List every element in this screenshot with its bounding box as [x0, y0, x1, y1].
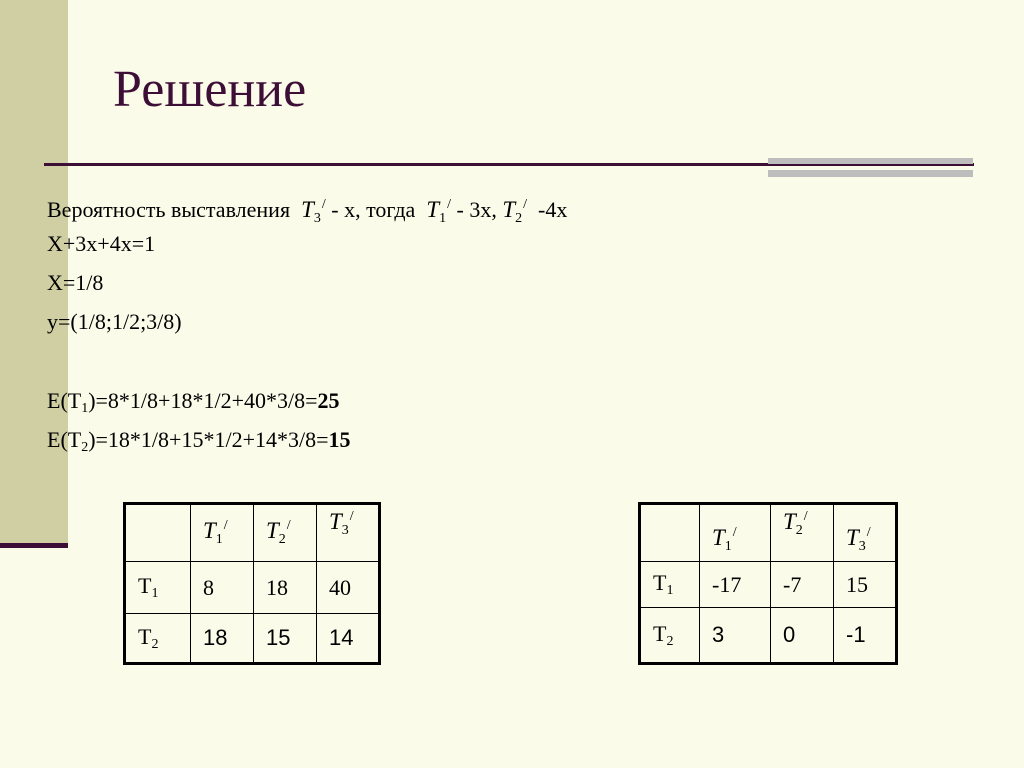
header-t2-prime: $T_2^/$: [771, 504, 834, 562]
corner-cell: [125, 504, 191, 562]
table-cell: 0: [771, 608, 834, 664]
equation-sum: X+3x+4x=1: [47, 231, 156, 256]
header-t2-prime: $T_2^/$: [254, 504, 317, 562]
intro-line: [47, 185, 567, 224]
side-decor-line: [0, 543, 68, 548]
expectation-t1-result: 25: [317, 388, 340, 413]
intro-prefix: Вероятность выставления: [47, 197, 291, 222]
table-cell: 18: [254, 562, 317, 614]
spacer: [47, 341, 567, 381]
table-cell: 18: [191, 614, 254, 664]
table-cell: 14: [317, 614, 380, 664]
payoff-table-right: [638, 502, 898, 665]
var-t3-prime: $T_3^/$: [301, 197, 326, 226]
expectation-t2-result: 15: [328, 427, 351, 452]
corner-cell: [640, 504, 700, 562]
header-t3-prime: $T_3^/$: [834, 504, 897, 562]
equation-y: y=(1/8;1/2;3/8): [47, 309, 182, 334]
title-accent-stripes: [768, 158, 973, 179]
header-t1-prime: $T_1^/$: [700, 504, 771, 562]
row-label-t1: $T_1$: [125, 562, 191, 614]
table-row: [640, 608, 897, 664]
table-cell: -1: [834, 608, 897, 664]
payoff-table-left: [123, 502, 381, 665]
table-cell: 40: [317, 562, 380, 614]
var-t1-prime: $T_1^/$: [426, 197, 451, 226]
table-cell: 8: [191, 562, 254, 614]
table-cell: -17: [700, 562, 771, 608]
table-row: [125, 562, 380, 614]
equation-x: X=1/8: [47, 270, 104, 295]
header-t1-prime: $T_1^/$: [191, 504, 254, 562]
slide-title: Решение: [113, 61, 307, 118]
intro-3x: - 3x,: [456, 197, 497, 222]
expectation-t2: $E(T_2)=18*1/8+15*1/2+14*3/8=15$: [47, 427, 351, 455]
row-label-t2: $T_2$: [125, 614, 191, 664]
row-label-t1: $T_1$: [640, 562, 700, 608]
table-row: [640, 562, 897, 608]
header-t3-prime: $T_3^/$: [317, 504, 380, 562]
var-t2-prime: $T_2^/$: [502, 197, 528, 226]
intro-4x: -4x: [538, 197, 568, 222]
expectation-t1: $E(T_1)=8*1/8+18*1/2+40*3/8=25$: [47, 388, 340, 416]
table-cell: 15: [254, 614, 317, 664]
row-label-t2: $T_2$: [640, 608, 700, 664]
solution-text: [47, 185, 567, 459]
intro-x: - x, тогда: [331, 197, 416, 222]
table-cell: 15: [834, 562, 897, 608]
table-cell: -7: [771, 562, 834, 608]
table-cell: 3: [700, 608, 771, 664]
table-row: [125, 614, 380, 664]
